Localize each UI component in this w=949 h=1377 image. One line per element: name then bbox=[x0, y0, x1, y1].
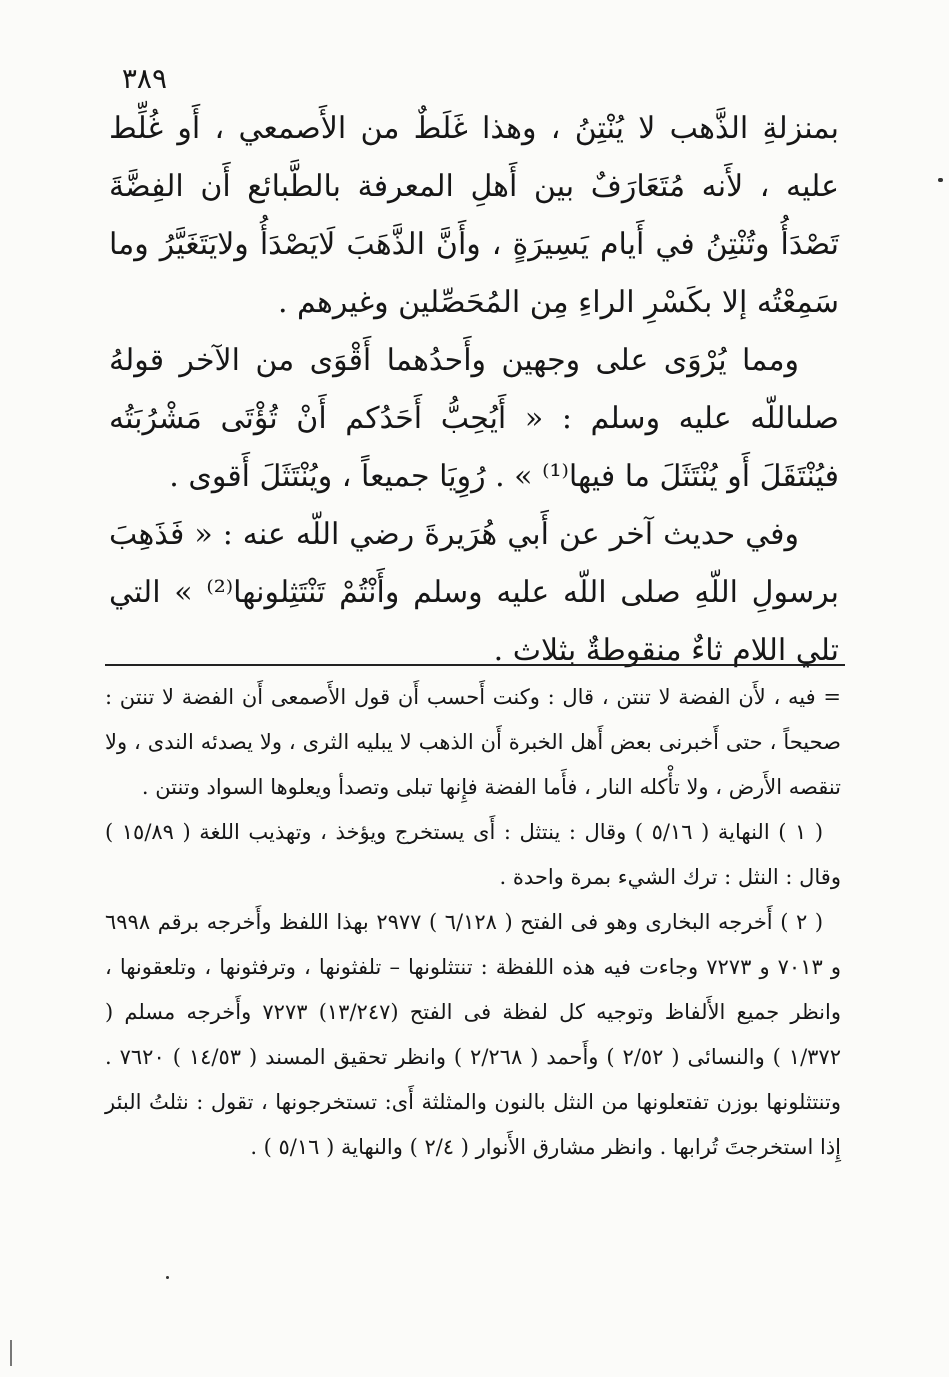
scan-speck bbox=[938, 178, 943, 182]
footnote-continuation: = فيه ، لأَن الفضة لا تنتن ، قال : وكنت أَحسب أَن قول الأَصمعى أَن الفضة لا تنتن : صحيحاً ، حتى أَخبرنى بعض أَهل الخبرة أَن الذهب لا يبليه الثرى ، ولا يصدئه الندى ، ولا تنقصه الأَرض ، ولا تأْكله النار ، فأَما الفضة فإِنها تبلى وتصدأ ويعلوها السواد وتنتن . bbox=[105, 685, 841, 799]
footnote-2: ( ٢ ) أَخرجه البخارى وهو فى الفتح ( ٦/١٢٨ ) ٢٩٧٧ بهذا اللفظ وأَخرجه برقم ٦٩٩٨ و ٧٠١٣ و ٧٢٧٣ وجاءت فيه هذه اللفظة : تنتثلونها – تلفثونها ، وترفثونها ، وتلعقونها ، وانظر جميع الأَلفاظ وتوجيه كل لفظة فى الفتح (١٣/٢٤٧) ٧٢٧٣ وأَخرجه مسلم ( ١/٣٧٢ ) والنسائى ( ٢/٥٢ ) وأَحمد ( ٢/٢٦٨ ) وانظر تحقيق المسند ( ١٤/٥٣ ) ٧٦٢٠ . وتنتثلونها بوزن تفتعلونها من النثل بالنون والمثلثة أَى: تستخرجونها ، تقول : نثلتُ البئر إِذا استخرجتَ تُرابها . وانظر مشارق الأَنوار ( ٢/٤ ) والنهاية ( ٥/١٦ ) . bbox=[105, 910, 841, 1159]
page-number: ٣٨٩ bbox=[121, 62, 167, 95]
footnote-divider bbox=[105, 664, 845, 666]
scan-speck bbox=[166, 1276, 169, 1279]
main-text bbox=[109, 100, 839, 680]
paragraph-3: وفي حديث آخر عن أَبي هُرَيرةَ رضي اللّه عنه : « فَذَهِبَ برسولِ اللّهِ صلى اللّه عليه وسلم وأَنْتُمْ تَنْتَثِلونها⁽²⁾ » التي تلي اللام ثاءٌ منقوطةٌ بثلاث . bbox=[109, 517, 839, 668]
paragraph-2: ومما يُرْوَى على وجهين وأَحدُهما أَقْوَى من الآخر قولهُ صلىاللّه عليه وسلم : « أَيُحِبُّ أَحَدُكم أَنْ تُؤْتَى مَشْرُبَتُه فيُنْتَقَلَ أَو يُنْتَثَلَ ما فيها⁽¹⁾ » . رُوِيَا جميعاً ، ويُنْتَثَلَ أَقوى . bbox=[109, 343, 839, 494]
footnote-1: ( ١ ) النهاية ( ٥/١٦ ) وقال : ينتثل : أَى يستخرج ويؤخذ ، وتهذيب اللغة ( ١٥/٨٩ ) وقال : النثل : ترك الشيء بمرة واحدة . bbox=[105, 820, 841, 889]
footnotes bbox=[105, 675, 841, 1170]
paragraph-1: بمنزلةِ الذَّهب لا يُنْتِنُ ، وهذا غَلَطٌ من الأَصمعي ، أَو غُلِّط عليه ، لأَنه مُتَعَارَفٌ بين أَهلِ المعرفة بالطَّبائع أَن الفِضَّةَ تَصْدَأُ وتُنْتِنُ في أَيام يَسِيرَةٍ ، وأَنَّ الذَّهَبَ لَايَصْدَأُ ولايَتَغَيَّرُ وما سَمِعْتُه إلا بكَسْرِ الراءِ مِن المُحَصِّلين وغيرهم . bbox=[109, 111, 839, 320]
scan-edge-mark bbox=[10, 1340, 12, 1366]
